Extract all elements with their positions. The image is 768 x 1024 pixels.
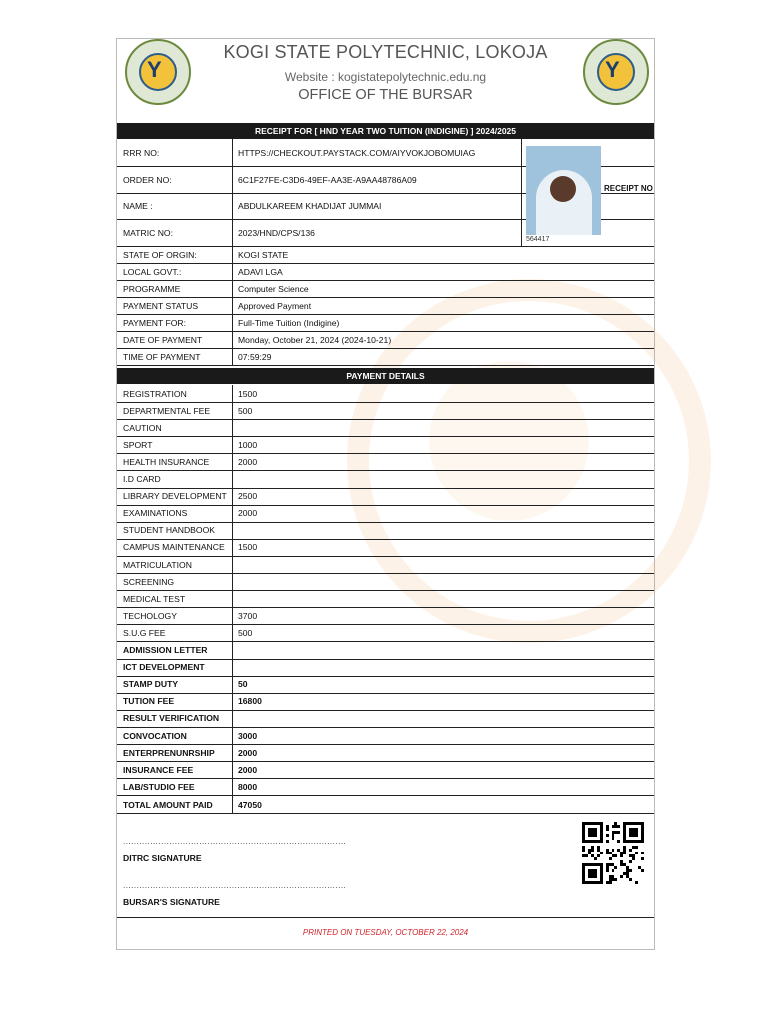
- payment-value: 500: [238, 405, 253, 416]
- payment-label: MEDICAL TEST: [123, 593, 186, 604]
- payment-row: [117, 436, 654, 454]
- payment-value: 3700: [238, 610, 258, 621]
- payment-value: 16800: [238, 696, 262, 707]
- payment-label: LIBRARY DEVELOPMENT: [123, 491, 227, 502]
- payment-row: [117, 385, 654, 403]
- payment-label: S.U.G FEE: [123, 627, 166, 638]
- payment-label: ICT DEVELOPMENT: [123, 662, 205, 673]
- bursar-signature-label: BURSAR'S SIGNATURE: [123, 897, 220, 907]
- payment-row: [117, 402, 654, 420]
- payment-row: [117, 710, 654, 728]
- payment-row: [117, 659, 654, 677]
- info-label: DATE OF PAYMENT: [123, 334, 203, 345]
- payment-value: 2500: [238, 491, 258, 502]
- payment-row: [117, 624, 654, 642]
- ditrc-signature-line: ..................................................................................: [123, 837, 347, 846]
- polytechnic-logo-right: Y: [583, 39, 649, 105]
- payment-row: [117, 488, 654, 506]
- payment-label: DEPARTMENTAL FEE: [123, 405, 211, 416]
- payment-row: [117, 607, 654, 625]
- photo-number: 564417: [526, 236, 550, 243]
- payment-label: ENTERPRENUNRSHIP: [123, 747, 215, 758]
- payment-label: MATRICULATION: [123, 559, 192, 570]
- payment-value: 8000: [238, 781, 258, 792]
- payment-row: [117, 796, 654, 814]
- payment-label: LAB/STUDIO FEE: [123, 781, 195, 792]
- info-value: ABDULKAREEM KHADIJAT JUMMAI: [238, 201, 382, 211]
- info-row: [117, 263, 654, 281]
- info-row: [117, 246, 654, 264]
- payment-row: [117, 556, 654, 574]
- bursar-signature-line: ..................................................................................: [123, 881, 347, 890]
- payment-value: 50: [238, 679, 248, 690]
- payment-row: [117, 693, 654, 711]
- payment-label: CAMPUS MAINTENANCE: [123, 542, 225, 553]
- info-label: MATRIC NO:: [123, 227, 173, 238]
- info-row: [117, 297, 654, 315]
- info-value: Full-Time Tuition (Indigine): [238, 317, 340, 328]
- payment-label: CAUTION: [123, 422, 162, 433]
- payment-value: 47050: [238, 799, 262, 810]
- info-label: RRR NO:: [123, 147, 160, 158]
- info-label: PAYMENT FOR:: [123, 317, 187, 328]
- payment-value: 500: [238, 627, 253, 638]
- payment-label: STUDENT HANDBOOK: [123, 525, 215, 536]
- payment-label: SCREENING: [123, 576, 175, 587]
- payment-label: RESULT VERIFICATION: [123, 713, 220, 724]
- payment-row: [117, 744, 654, 762]
- info-row: [117, 331, 654, 349]
- payment-label: TUTION FEE: [123, 696, 175, 707]
- info-value: 07:59:29: [238, 351, 272, 362]
- office-title: OFFICE OF THE BURSAR: [298, 87, 473, 103]
- payment-value: 2000: [238, 747, 258, 758]
- payment-row: [117, 471, 654, 489]
- receipt-no-label: RECEIPT NO: [604, 184, 653, 193]
- qr-code-icon: [582, 822, 644, 884]
- payment-label: I.D CARD: [123, 474, 161, 484]
- payment-label: INSURANCE FEE: [123, 764, 194, 775]
- payment-value: 1500: [238, 388, 258, 399]
- payment-value: 3000: [238, 730, 258, 741]
- payment-row: [117, 727, 654, 745]
- printed-on-text: PRINTED ON TUESDAY, OCTOBER 22, 2024: [302, 928, 469, 937]
- info-value: 2023/HND/CPS/136: [238, 227, 315, 238]
- payment-label: TECHOLOGY: [123, 610, 177, 621]
- payment-value: 2000: [238, 508, 258, 519]
- info-value: 6C1F27FE-C3D6-49EF-AA3E-A9AA48786A09: [238, 174, 417, 185]
- info-label: LOCAL GOVT.:: [123, 266, 182, 277]
- payment-value: 1000: [238, 439, 258, 450]
- payment-row: [117, 505, 654, 523]
- polytechnic-logo-left: Y: [125, 39, 191, 105]
- info-label: NAME :: [123, 201, 153, 211]
- payment-value: 1500: [238, 542, 258, 553]
- payment-row: [117, 573, 654, 591]
- payment-row: [117, 539, 654, 557]
- payment-label: REGISTRATION: [123, 388, 187, 399]
- info-value: ADAVI LGA: [238, 266, 283, 277]
- website-line: Website : kogistatepolytechnic.edu.ng: [284, 70, 487, 84]
- institution-title: KOGI STATE POLYTECHNIC, LOKOJA: [223, 42, 548, 62]
- payment-label: ADMISSION LETTER: [123, 645, 208, 655]
- student-photo: [526, 146, 601, 235]
- payment-label: CONVOCATION: [123, 730, 187, 741]
- payment-row: [117, 642, 654, 660]
- info-label: ORDER NO:: [123, 174, 172, 185]
- info-value: HTTPS://CHECKOUT.PAYSTACK.COM/AIYVOKJOBOMUIAG: [238, 147, 476, 158]
- payment-row: [117, 522, 654, 540]
- payment-label: SPORT: [123, 439, 153, 450]
- payment-row: [117, 778, 654, 796]
- receipt-for-bar: RECEIPT FOR [ HND YEAR TWO TUITION (INDIGINE) ] 2024/2025: [117, 123, 654, 139]
- ditrc-signature-label: DITRC SIGNATURE: [123, 853, 202, 863]
- payment-label: EXAMINATIONS: [123, 508, 188, 519]
- payment-row: [117, 590, 654, 608]
- payment-details-bar: PAYMENT DETAILS: [117, 368, 654, 384]
- info-label: TIME OF PAYMENT: [123, 351, 201, 362]
- payment-label: TOTAL AMOUNT PAID: [123, 799, 213, 810]
- payment-row: [117, 453, 654, 471]
- info-label: PAYMENT STATUS: [123, 300, 199, 311]
- payment-row: [117, 761, 654, 779]
- info-row: [117, 348, 654, 366]
- info-row: [117, 280, 654, 298]
- payment-row: [117, 676, 654, 694]
- info-label: STATE OF ORGIN:: [123, 249, 197, 260]
- payment-value: 2000: [238, 764, 258, 775]
- info-value: Approved Payment: [238, 300, 312, 311]
- receipt-page: [116, 38, 655, 950]
- footer-divider: [117, 917, 654, 918]
- payment-row: [117, 419, 654, 437]
- info-value: KOGI STATE: [238, 249, 289, 260]
- info-value: Monday, October 21, 2024 (2024-10-21): [238, 334, 392, 345]
- info-row: [117, 314, 654, 332]
- payment-value: 2000: [238, 456, 258, 467]
- payment-label: HEALTH INSURANCE: [123, 456, 210, 467]
- payment-label: STAMP DUTY: [123, 679, 179, 690]
- info-label: PROGRAMME: [123, 283, 181, 294]
- info-value: Computer Science: [238, 283, 309, 294]
